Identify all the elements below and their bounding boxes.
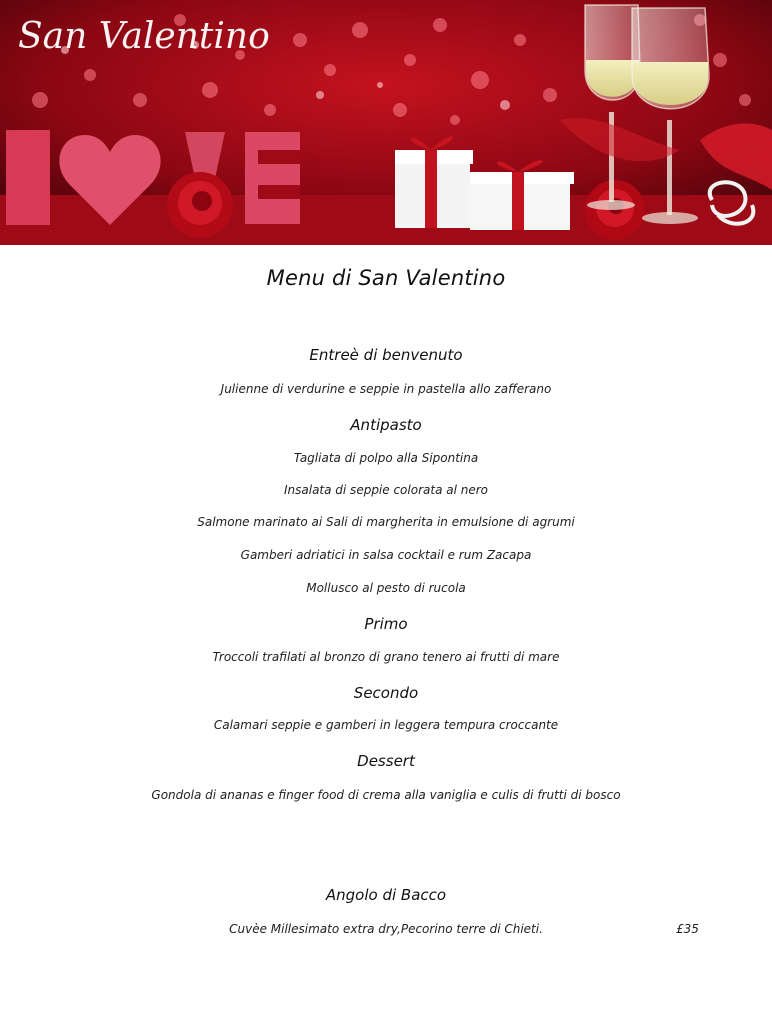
- section-heading-primo: Primo: [364, 615, 408, 633]
- wine-item: Cuvèe Millesimato extra dry,Pecorino terre di Chieti.: [229, 922, 543, 936]
- menu-item: Tagliata di polpo alla Sipontina: [293, 451, 479, 465]
- menu-item: Salmone marinato ai Sali di margherita in emulsione di agrumi: [197, 515, 575, 529]
- menu-title: Menu di San Valentino: [266, 266, 506, 290]
- wine-price: £35: [676, 922, 699, 936]
- menu-item: Julienne di verdurine e seppie in pastella allo zafferano: [220, 382, 552, 396]
- menu-item: Mollusco al pesto di rucola: [306, 581, 466, 595]
- section-heading-wine: Angolo di Bacco: [325, 886, 447, 904]
- menu-item: Calamari seppie e gamberi in leggera tempura croccante: [213, 718, 559, 732]
- section-heading-entree: Entreè di benvenuto: [309, 346, 463, 364]
- menu-item: Troccoli trafilati al bronzo di grano tenero ai frutti di mare: [212, 650, 560, 664]
- section-heading-dessert: Dessert: [357, 752, 415, 770]
- banner-script-title: San Valentino: [18, 16, 270, 57]
- section-heading-antipasto: Antipasto: [350, 416, 422, 434]
- menu-item: Gamberi adriatici in salsa cocktail e rum Zacapa: [240, 548, 532, 562]
- menu-item: Insalata di seppie colorata al nero: [283, 483, 489, 497]
- menu-item: Gondola di ananas e finger food di crema alla vaniglia e culis di frutti di bosco: [151, 788, 621, 802]
- section-heading-secondo: Secondo: [353, 684, 419, 702]
